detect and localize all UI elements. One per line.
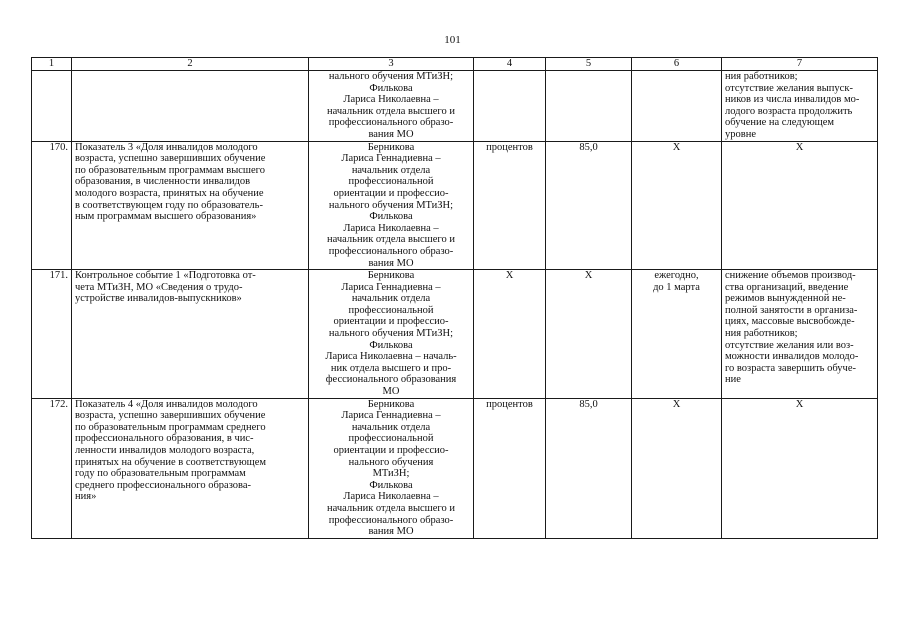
indicator-name-cell-line: по образовательным программам высшего [75, 164, 265, 176]
indicator-name-cell-line: профессионального образования, в чис- [75, 433, 254, 445]
column-number-7: 7 [722, 58, 878, 71]
responsible-person-cell [309, 270, 474, 399]
deadline-cell [632, 398, 722, 538]
risks-cell-line: Х [795, 141, 804, 153]
indicator-name-cell [72, 270, 309, 399]
responsible-person-cell-line: МТиЗН; [372, 468, 410, 480]
page-number: 101 [444, 34, 461, 46]
responsible-person-cell-line: Лариса Николаевна – [343, 94, 439, 106]
risks-cell-line: отсутствие желания выпуск- [725, 82, 853, 94]
value-cell [546, 71, 632, 142]
risks-cell-line: Х [795, 398, 804, 410]
value-cell: 85,0 [546, 398, 632, 538]
responsible-person-cell-line: Филькова [369, 211, 413, 223]
responsible-person-cell-line: Лариса Геннадиевна – [341, 153, 441, 165]
responsible-person-cell-line: Филькова [369, 339, 413, 351]
indicator-name-cell [72, 71, 309, 142]
column-number-4: 4 [474, 58, 546, 71]
responsible-person-cell [309, 141, 474, 270]
indicator-name-cell-line: в соответствующем году по образователь- [75, 199, 263, 211]
responsible-person-cell-line: ориентации и профессио- [333, 316, 449, 328]
responsible-person-cell-line: начальник отдела высшего и [327, 234, 455, 246]
deadline-cell-line: Х [672, 141, 681, 153]
risks-cell [722, 270, 878, 399]
row-number-cell: 170. [32, 141, 72, 270]
risks-cell-line: ников из числа инвалидов мо- [725, 94, 860, 106]
indicator-name-cell [72, 398, 309, 538]
risks-cell-line: режимов вынужденной не- [725, 293, 846, 305]
responsible-person-cell-line: начальник отдела [351, 421, 431, 433]
indicator-name-cell-line: устройстве инвалидов-выпускников» [75, 293, 242, 305]
deadline-cell-line: до 1 марта [653, 281, 700, 293]
risks-cell-line: отсутствие желания или воз- [725, 339, 854, 351]
column-number-5: 5 [546, 58, 632, 71]
risks-cell-line: уровне [725, 128, 756, 140]
responsible-person-cell-line: Берникова [367, 141, 415, 153]
value-cell: Х [546, 270, 632, 399]
responsible-person-cell-line: начальник отдела [351, 164, 431, 176]
column-number-6: 6 [632, 58, 722, 71]
table-row [32, 141, 878, 270]
responsible-person-cell-line: Филькова [369, 82, 413, 94]
responsible-person-cell-line: нального обучения МТиЗН; [328, 199, 454, 211]
responsible-person-cell-line: ник отдела высшего и про- [330, 362, 452, 374]
risks-cell-line: полной занятости в организа- [725, 304, 858, 316]
responsible-person-cell-line: профессиональной [348, 176, 434, 188]
risks-cell-line: можности инвалидов молодо- [725, 351, 859, 363]
column-number-2: 2 [72, 58, 309, 71]
risks-cell-line: лодого возраста продолжить [725, 105, 853, 117]
responsible-person-cell-line: профессионального образо- [328, 117, 454, 129]
responsible-person-cell [309, 71, 474, 142]
responsible-person-cell-line: ориентации и профессио- [333, 445, 449, 456]
indicator-name-cell-line: молодого возраста, принятых на обучение [75, 187, 264, 199]
responsible-person-cell-line: Берникова [367, 270, 415, 282]
responsible-person-cell-line: начальник отдела высшего и [327, 502, 455, 514]
indicator-name-cell-line: Показатель 3 «Доля инвалидов молодого [75, 141, 258, 153]
indicator-name-cell-line: принятых на обучение в соответствующем [75, 456, 267, 468]
deadline-cell [632, 71, 722, 142]
deadline-cell-line: Х [672, 398, 681, 410]
indicator-name-cell-line: Контрольное событие 1 «Подготовка от- [75, 270, 256, 282]
responsible-person-cell-line: нального обучения [348, 456, 434, 468]
responsible-person-cell-line: профессиональной [348, 433, 434, 445]
responsible-person-cell-line: ориентации и профессио- [333, 187, 449, 199]
indicator-name-cell-line: по образовательным программам среднего [75, 421, 266, 433]
column-number-header-row [32, 58, 878, 71]
indicator-name-cell-line: году по образовательным программам [75, 468, 246, 480]
row-number-cell: 171. [32, 270, 72, 399]
column-number-1: 1 [32, 58, 72, 71]
column-number-3: 3 [309, 58, 474, 71]
risks-cell-line: циях, массовые высвобожде- [725, 316, 855, 328]
table-row [32, 398, 878, 538]
responsible-person-cell-line: Лариса Геннадиевна – [341, 410, 441, 422]
responsible-person-cell-line: профессионального образо- [328, 514, 454, 526]
table-row [32, 71, 878, 142]
risks-cell [722, 71, 878, 142]
risks-cell [722, 141, 878, 270]
risks-cell-line: ние [725, 374, 741, 386]
risks-cell [722, 398, 878, 538]
responsible-person-cell-line: профессионального образо- [328, 245, 454, 257]
indicator-name-cell-line: образования, в численности инвалидов [75, 176, 251, 188]
indicator-name-cell-line: возраста, успешно завершивших обучение [75, 410, 266, 422]
indicator-name-cell-line: ния» [75, 491, 97, 503]
indicator-name-cell [72, 141, 309, 270]
responsible-person-cell-line: профессиональной [348, 304, 434, 316]
value-cell: 85,0 [546, 141, 632, 270]
responsible-person-cell-line: начальник отдела [351, 293, 431, 305]
responsible-person-cell-line: вания МО [368, 257, 414, 269]
deadline-cell [632, 270, 722, 399]
unit-cell: Х [474, 270, 546, 399]
indicator-name-cell-line: ленности инвалидов молодого возраста, [75, 445, 255, 456]
deadline-cell [632, 141, 722, 270]
deadline-cell-line: ежегодно, [654, 270, 699, 282]
responsible-person-cell-line: МО [382, 386, 400, 398]
indicator-name-cell-line: среднего профессионального образова- [75, 479, 252, 491]
indicator-name-cell-line: ным программам высшего образования» [75, 211, 257, 223]
table-row [32, 270, 878, 399]
responsible-person-cell-line: Лариса Николаевна – [343, 222, 439, 234]
responsible-person-cell-line: Лариса Геннадиевна – [341, 281, 441, 293]
indicator-name-cell-line: Показатель 4 «Доля инвалидов молодого [75, 398, 258, 410]
risks-cell-line: ства организаций, введение [725, 281, 849, 293]
indicator-name-cell-line: чета МТиЗН, МО «Сведения о трудо- [75, 281, 243, 293]
responsible-person-cell-line: Берникова [367, 398, 415, 410]
responsible-person-cell-line: вания МО [368, 128, 414, 140]
risks-cell-line: ния работников; [725, 71, 798, 82]
responsible-person-cell-line: Филькова [369, 479, 413, 491]
risks-cell-line: го возраста завершить обуче- [725, 362, 856, 374]
responsible-person-cell-line: вания МО [368, 526, 414, 538]
unit-cell: процентов [474, 398, 546, 538]
risks-cell-line: ния работников; [725, 328, 798, 340]
responsible-person-cell-line: нального обучения МТиЗН; [328, 71, 454, 82]
unit-cell: процентов [474, 141, 546, 270]
responsible-person-cell-line: нального обучения МТиЗН; [328, 328, 454, 340]
unit-cell [474, 71, 546, 142]
risks-cell-line: обучение на следующем [725, 117, 835, 129]
responsible-person-cell-line: Лариса Николаевна – началь- [325, 351, 457, 363]
responsible-person-cell-line: фессионального образования [325, 374, 457, 386]
indicator-name-cell-line: возраста, успешно завершивших обучение [75, 153, 266, 165]
document-table [31, 57, 878, 539]
row-number-cell: 172. [32, 398, 72, 538]
responsible-person-cell-line: Лариса Николаевна – [343, 491, 439, 503]
responsible-person-cell-line: начальник отдела высшего и [327, 105, 455, 117]
row-number-cell [32, 71, 72, 142]
risks-cell-line: снижение объемов производ- [725, 270, 856, 282]
responsible-person-cell [309, 398, 474, 538]
